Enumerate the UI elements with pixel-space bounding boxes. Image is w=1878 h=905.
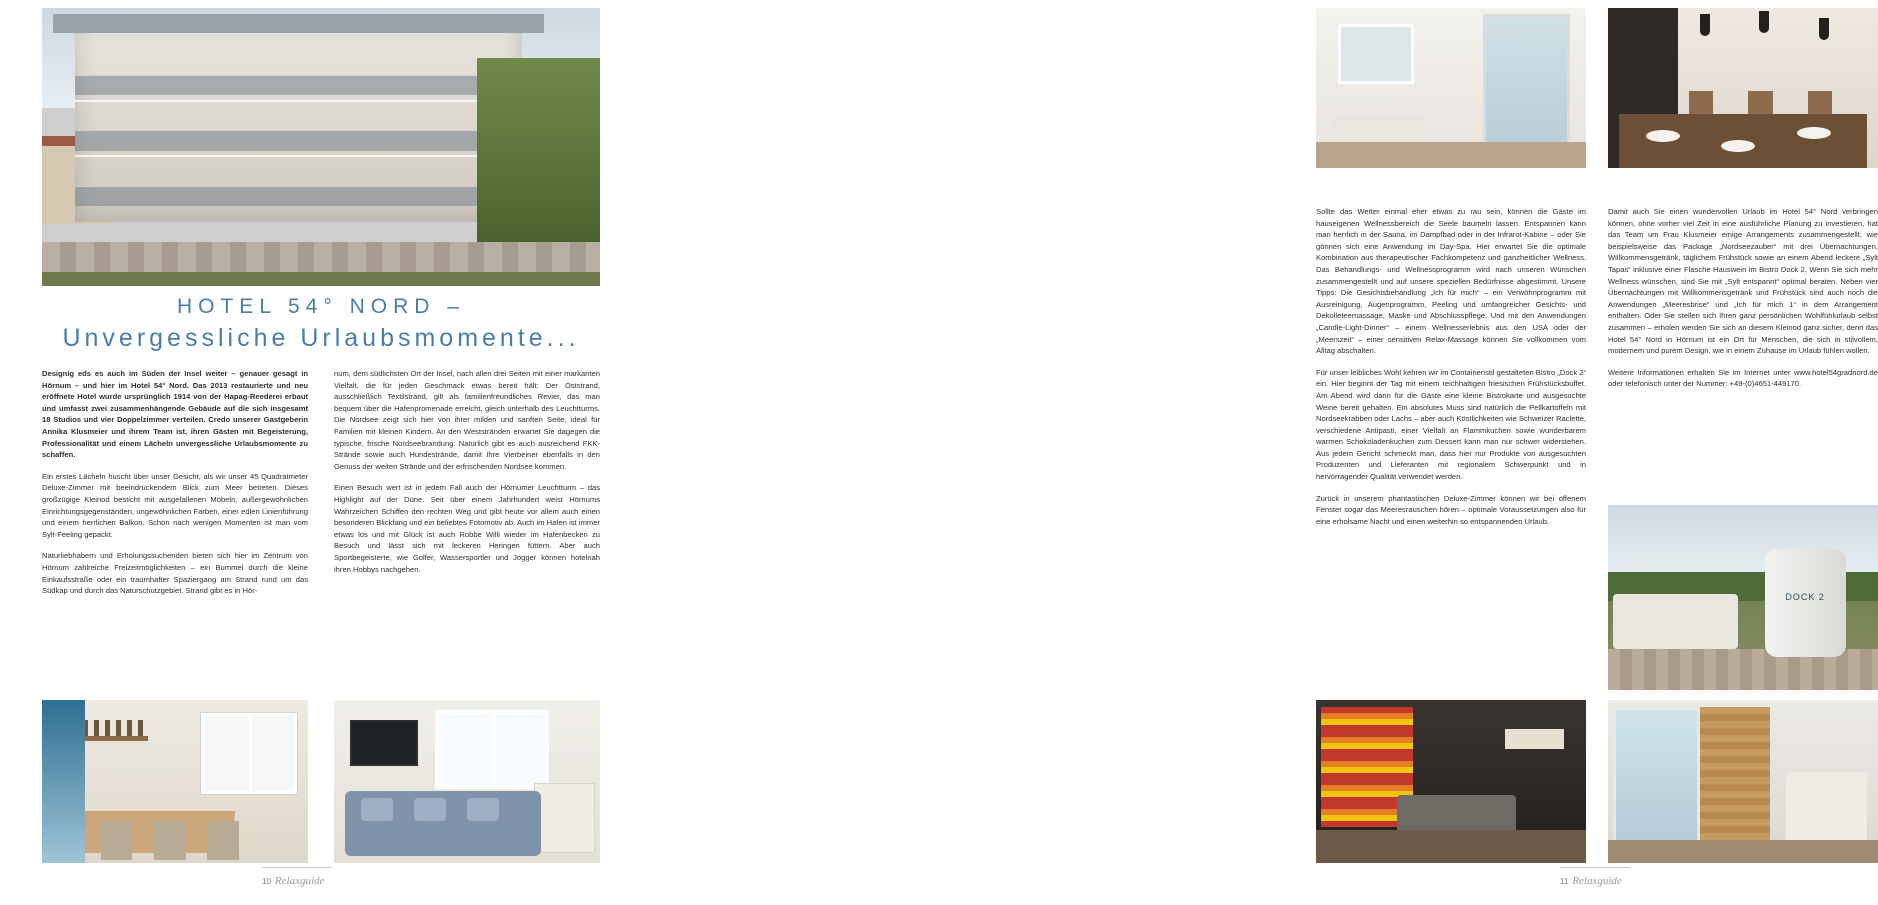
sauna-wood-panel (1700, 707, 1770, 847)
page-number: 10 (262, 877, 271, 886)
paragraph: Sollte das Wetter einmal eher etwas zu rau sein, können die Gäste im hauseigenen Wellnessbereich die Seele baumeln lassen. Entspannen kann man herrlich in der Sauna, im Dampfbad oder in der Infrarot-Kabine – oder Sie gönnen sich eine Anwendung im Day-Spa. Hier erwartet Sie die optimale Kombination aus therapeutischer Fachkompetenz und ganzheitlicher Wellness. Das Behandlungs- und Wellnessprogramm wird nach unseren Wünschen zusammengestellt und auf unsere speziellen Bedürfnisse abgestimmt. Unsere Tipps: Die Gesichtsbehandlung „Ich für mich“ – ein Verwöhnprogramm mit Ausreinigung, Augenprogramm, Peeling und umfangreicher Gesichts- und Dekolleteemassage, Maske und Abschlusspflege. Und mit den Anwendungen „Candle-Light-Dinner“ – einem Wellnesserlebnis aus den USA oder der „Meerszeit“ – einer sensitiven Relax-Massage können Sie vollkommen vom Alltag abschalten. (1316, 207, 1586, 356)
paragraph: Ein erstes Lächeln huscht über unser Gesicht, als wir unser 45 Quadratmeter Deluxe-Zimmer mit beeindruckendem Blick zum Meer betreten. Dieses großzügige Kleinod besticht mit ausgefallenen Möbeln, außergewöhnlichen Einrichtungsgegenständen, ungewöhnlichen Farben, einer edlen Linienführung und einem herrlichen Balkon. Schon nach wenigen Momenten ist man vom Sylt-Feeling gepackt. (42, 471, 308, 539)
pendant-lamp (1819, 18, 1829, 40)
trees (477, 58, 600, 241)
lawn (42, 272, 600, 286)
page-number: 11 (1560, 877, 1569, 886)
paragraph: Naturliebhabern und Erholungssuchenden bieten sich hier im Zentrum von Hörnum zahlreiche Freizeitmöglichkeiten – ein Bummel durch die kleine Einkaufsstraße oder ein traumhafter Spaziergang am Strand rund um das Südkap und durch das Naturschutzgebiet. Strand gibt es in Hör- (42, 551, 308, 596)
restaurant-interior-photo (42, 700, 308, 863)
page-title (42, 292, 600, 354)
window (201, 713, 297, 794)
lounge-interior-photo (1316, 700, 1586, 863)
floor (1316, 142, 1586, 168)
paragraph: Designig eds es auch im Süden der Insel weiter – genauer gesagt in Hörnum – und hier im Hotel 54° Nord. Das 2013 restaurierte und neu eröffnete Hotel wurde ursprünglich 1914 von der Hapag-Reederei erbaut und umfasst zwei zusammenhängende Gebäude auf die sich insgesamt 18 Studios und vier Doppelzimmer verteilen. Credo unserer Gastgeberin Annika Klusmeier und ihrem Team ist, ihren Gästen mit Begeisterung, Professionalität und einem Lächeln unvergessliche Urlaubsmomente zu schaffen. (42, 369, 308, 460)
dock2-tank (1765, 549, 1846, 656)
brand-name: Relaxguide (1572, 875, 1622, 887)
chair (207, 821, 239, 860)
paragraph: Für unser leibliches Wohl kehren wir im Containeristil gestalteten Bistro „Dock 2“ ein. Hier beginnt der Tag mit einem reichhaltigen friesischen Frühstücksbuffet. Am Abend wird dann für die Gäste eine kleine Bistrokarte und ausgesuchte Weine bereit gehalten. Ein absolutes Muss sind natürlich die Pellkartoffeln mit Nordseekrabben oder Lachs – aber auch Köstlichkeiten wie Schweizer Raclette, verschiedene Antipasti, einer Vielfalt an Flammkuchen sowie wunderbarem warmen Schokoladenkuchen zum Dessert kann man nur schwer widerstehen. Aus jedem Gericht schmeckt man, dass hier nur Produkte von ausgesuchten Produzenten und Lieferanten mit regionalem Schwerpunkt und in hervorragender Qualität verwendet werden. (1316, 367, 1586, 482)
roof (53, 14, 544, 33)
glass-door (1483, 14, 1570, 161)
rail-1 (75, 100, 521, 102)
left-page (0, 0, 640, 905)
cushion (467, 798, 499, 821)
folio-left (262, 875, 324, 887)
floor (1608, 840, 1878, 863)
left-column-1 (42, 368, 308, 607)
folio-rule (262, 867, 332, 868)
balcony-band-2 (75, 130, 521, 150)
folio-rule (1560, 867, 1630, 868)
headline-line-1: HOTEL 54° NORD – (176, 295, 465, 318)
television (350, 720, 418, 766)
tank-label: DOCK 2 (1785, 592, 1825, 603)
paragraph: Einen Besuch wert ist in jedem Fall auch der Hörnumer Leuchtturm – das Highlight auf der Düne. Seit über einem Jahrhundert weist Hörnums Wahrzeichen Schiffen den rechten Weg und gibt heute vor allem auch einen besonderen Blickfang und ein beliebtes Fotomotiv ab. Auch im Hafen ist immer etwas los und mit Glück ist auch Robbe Willi wieder im Hafenbecken zu Besuch und lässt sich mit leckeren Heringen füttern. Aber auch Sportbegeisterte, wie Golfer, Wassersportler und Jogger können hotelnah ihren Hobbys nachgehen. (334, 483, 600, 574)
cushion (361, 798, 393, 821)
balcony-band-1 (75, 75, 521, 95)
paragraph: Damit auch Sie einen wundervollen Urlaub im Hotel 54° Nord verbringen können, ohne vorher viel Zeit in eine ausführliche Planung zu investieren, hat das Team um Frau Klusmeier einige Arrangements zusammengestellt, wie beispielsweise das Package „Nordseezauber“ mit drei Übernachtungen, Willkommensgetränk, täglichem Frühstück sowie an einem Abend leckere „Sylt Tapas“ inklusive einer Flasche Hauswein im Bistro Dock 2. Wenn Sie sich mehr Wellness wünschen, sind Sie mit „Sylt entspannt“ optimal beraten. Neben vier Übernachtungen mit Willkommensgetränk und Frühstück sind auch noch die Anwendungen „Meeresbrise“ und „Ich für mich 1“ in dem Arrangement enthalten. Oder Sie stellen sich Ihren ganz persönlichen Wohlfühlurlaub selbst zusammen – erholen werden Sie sich an diesem Kleinod ganz sicher, denn das Hotel 54° Nord in Hörnum ist ein Ort für Menschen, die sich in stilvollem, modernem und purem Design, wie in einem Zuhause im Urlaub fühlen wollen. (1608, 207, 1878, 356)
rail-2 (75, 155, 521, 157)
bedroom-interior-photo (334, 700, 600, 863)
pendant-lamp (1700, 14, 1710, 36)
wall-sign (1505, 729, 1564, 749)
left-column-2 (334, 368, 600, 585)
glass-shower (1613, 707, 1700, 853)
spa-sauna-photo (1608, 700, 1878, 863)
paragraph: Zurück in unserem phantastischen Deluxe-Zimmer können wir bei offenem Fenster sogar das Meeresrauschen hören – optimale Voraussetzungen also für eine erholsame Nacht und einen weiterhin so entspannenden Urlaub. (1316, 493, 1586, 526)
paragraph: Weitere Informationen erhalten Sie im Internet unter www.hotel54gradnord.de oder telefonisch unter der Nummer: +49-(0)4651-449170. (1608, 367, 1878, 389)
hotel-exterior-photo (42, 8, 600, 286)
outdoor-sofa (1613, 594, 1737, 650)
pendant-lamp (1759, 11, 1769, 33)
mirror (1338, 24, 1414, 84)
dresser (534, 783, 595, 853)
floor (1316, 830, 1586, 863)
right-column-2 (1608, 206, 1878, 400)
window (435, 710, 549, 790)
chair (154, 821, 186, 860)
headline-line-2: Unvergessliche Urlaubsmomente... (62, 324, 580, 352)
lounge-chair (1786, 772, 1867, 847)
bathroom-interior-photo (1316, 8, 1586, 168)
right-page (640, 0, 1878, 905)
terrace-dock2-photo (1608, 505, 1878, 690)
right-column-1 (1316, 206, 1586, 537)
paragraph: num, dem südlichsten Ort der Insel, nach allen drei Seiten mit einer markanten Vielfalt, die für jeden Geschmack etwas bereit hält: Der Oststrand, ausschließlich Textilstrand, gilt als familienfreundliches Revier, das man bequem über die Hafenpromenade erreicht, gleich unterhalb des Leuchtturms. Die Nordsee zeigt sich hier von ihrer milden und sanften Seite, ideal für Familien mit kleinen Kindern. An den Weststränden erwartet Sie dagegen die typische, frische Nordseebrandung. Natürlich gibt es auch ausreichend FKK-Strände sowie auch Hundestrände, damit Ihre Vierbeiner ebenfalls in den Genuss der weiten Strände und der erfrischenden Nordsee kommen. (334, 369, 600, 471)
blue-wall-panel (42, 700, 85, 863)
bistro-interior-photo (1608, 8, 1878, 168)
folio-right (1560, 875, 1622, 887)
cushion (414, 798, 446, 821)
balcony-band-3 (75, 186, 521, 206)
brand-name: Relaxguide (274, 875, 325, 887)
chair (101, 821, 133, 860)
